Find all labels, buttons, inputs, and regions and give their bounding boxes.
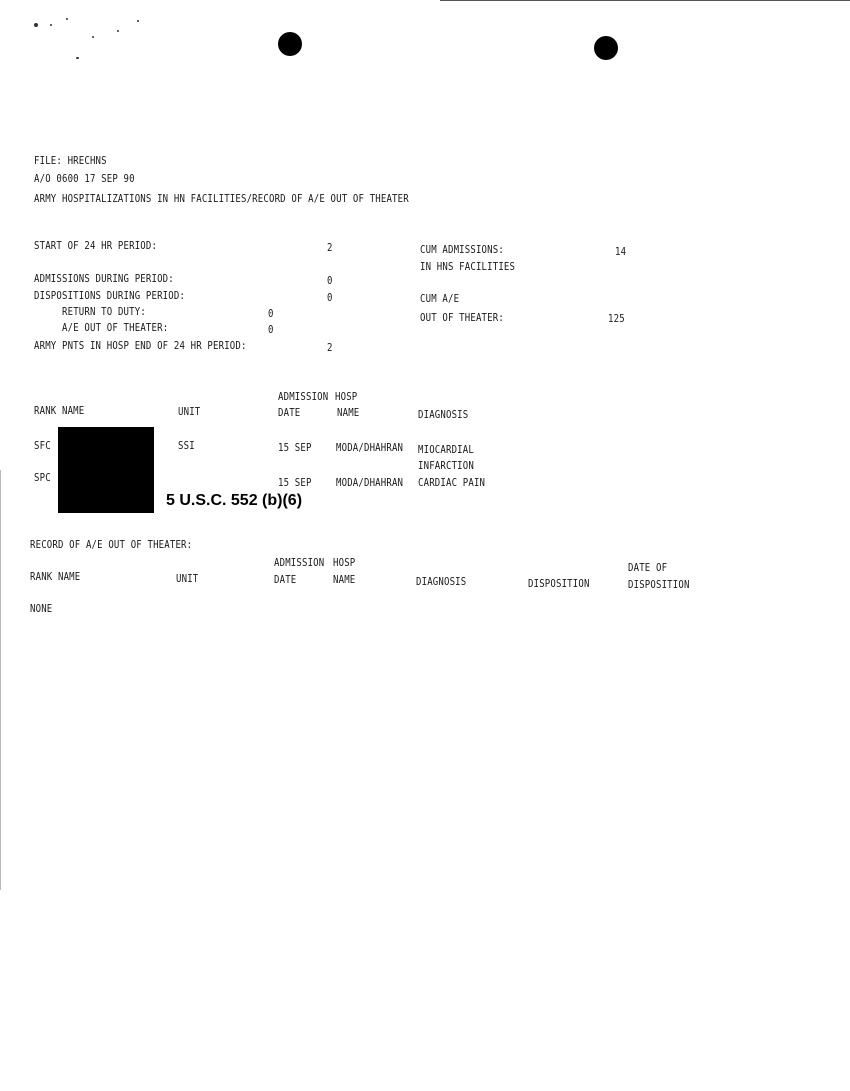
as-of-date: A/O 0600 17 SEP 90 — [34, 172, 135, 185]
row-2-diagnosis: CARDIAC PAIN — [418, 476, 486, 489]
dispositions-value: 0 — [327, 291, 333, 304]
cum-admissions-label: CUM ADMISSIONS: — [420, 243, 504, 256]
ae-col-unit: UNIT — [176, 572, 199, 585]
cum-ae-label: CUM A/E — [420, 292, 460, 305]
row-2-date: 15 SEP — [278, 476, 312, 489]
scan-speck — [66, 18, 68, 20]
col-date: DATE — [278, 406, 301, 419]
end-period-label: ARMY PNTS IN HOSP END OF 24 HR PERIOD: — [34, 339, 247, 352]
document-title: ARMY HOSPITALIZATIONS IN HN FACILITIES/RECORD OF A/E OUT OF THEATER — [34, 192, 409, 205]
ae-col-admission: ADMISSION — [274, 556, 325, 569]
row-1-date: 15 SEP — [278, 441, 312, 454]
ae-col-hosp: HOSP — [333, 556, 356, 569]
row-1-rank: SFC — [34, 439, 51, 452]
redaction-box — [58, 427, 154, 513]
ae-col-rank-name: RANK NAME — [30, 570, 81, 583]
scan-speck — [76, 57, 79, 59]
ae-col-name: NAME — [333, 573, 356, 586]
row-1-diagnosis: MIOCARDIAL — [418, 443, 474, 456]
row-1-hosp: MODA/DHAHRAN — [336, 441, 404, 454]
row-2-rank: SPC — [34, 471, 51, 484]
row-2-hosp: MODA/DHAHRAN — [336, 476, 404, 489]
scan-speck — [92, 36, 94, 38]
scan-speck — [137, 20, 139, 22]
ae-out-label: A/E OUT OF THEATER: — [62, 321, 169, 334]
cum-admissions-label-2: IN HNS FACILITIES — [420, 260, 516, 273]
ae-record-title: RECORD OF A/E OUT OF THEATER: — [30, 538, 193, 551]
admissions-label: ADMISSIONS DURING PERIOD: — [34, 272, 174, 285]
scan-speck — [34, 23, 38, 27]
scan-left-edge — [0, 470, 1, 890]
ae-col-date-of: DATE OF — [628, 561, 668, 574]
start-period-label: START OF 24 HR PERIOD: — [34, 239, 158, 252]
ae-out-value: 0 — [268, 323, 274, 336]
return-to-duty-label: RETURN TO DUTY: — [62, 305, 146, 318]
row-1-unit: SSI — [178, 439, 195, 452]
scan-speck — [50, 24, 52, 26]
ae-col-disposition: DISPOSITION — [528, 577, 590, 590]
scan-edge-line — [440, 0, 850, 1]
cum-ae-value: 125 — [608, 312, 625, 325]
admissions-value: 0 — [327, 274, 333, 287]
col-rank-name: RANK NAME — [34, 404, 85, 417]
ae-col-date: DATE — [274, 573, 297, 586]
start-period-value: 2 — [327, 241, 333, 254]
row-1-diagnosis-2: INFARCTION — [418, 459, 474, 472]
col-diagnosis: DIAGNOSIS — [418, 408, 469, 421]
ae-col-diagnosis: DIAGNOSIS — [416, 575, 467, 588]
col-hosp: HOSP — [335, 390, 358, 403]
cum-admissions-value: 14 — [615, 245, 627, 258]
punch-hole-left — [278, 32, 302, 56]
ae-none: NONE — [30, 602, 53, 615]
dispositions-label: DISPOSITIONS DURING PERIOD: — [34, 289, 186, 302]
cum-ae-label-2: OUT OF THEATER: — [420, 311, 504, 324]
redaction-exemption-label: 5 U.S.C. 552 (b)(6) — [166, 492, 303, 509]
col-unit: UNIT — [178, 405, 201, 418]
punch-hole-right — [594, 36, 618, 60]
end-period-value: 2 — [327, 341, 333, 354]
col-admission: ADMISSION — [278, 390, 329, 403]
col-name: NAME — [337, 406, 360, 419]
return-to-duty-value: 0 — [268, 307, 274, 320]
file-name: FILE: HRECHNS — [34, 154, 107, 167]
ae-col-disposition-2: DISPOSITION — [628, 578, 690, 591]
scan-speck — [117, 30, 119, 32]
